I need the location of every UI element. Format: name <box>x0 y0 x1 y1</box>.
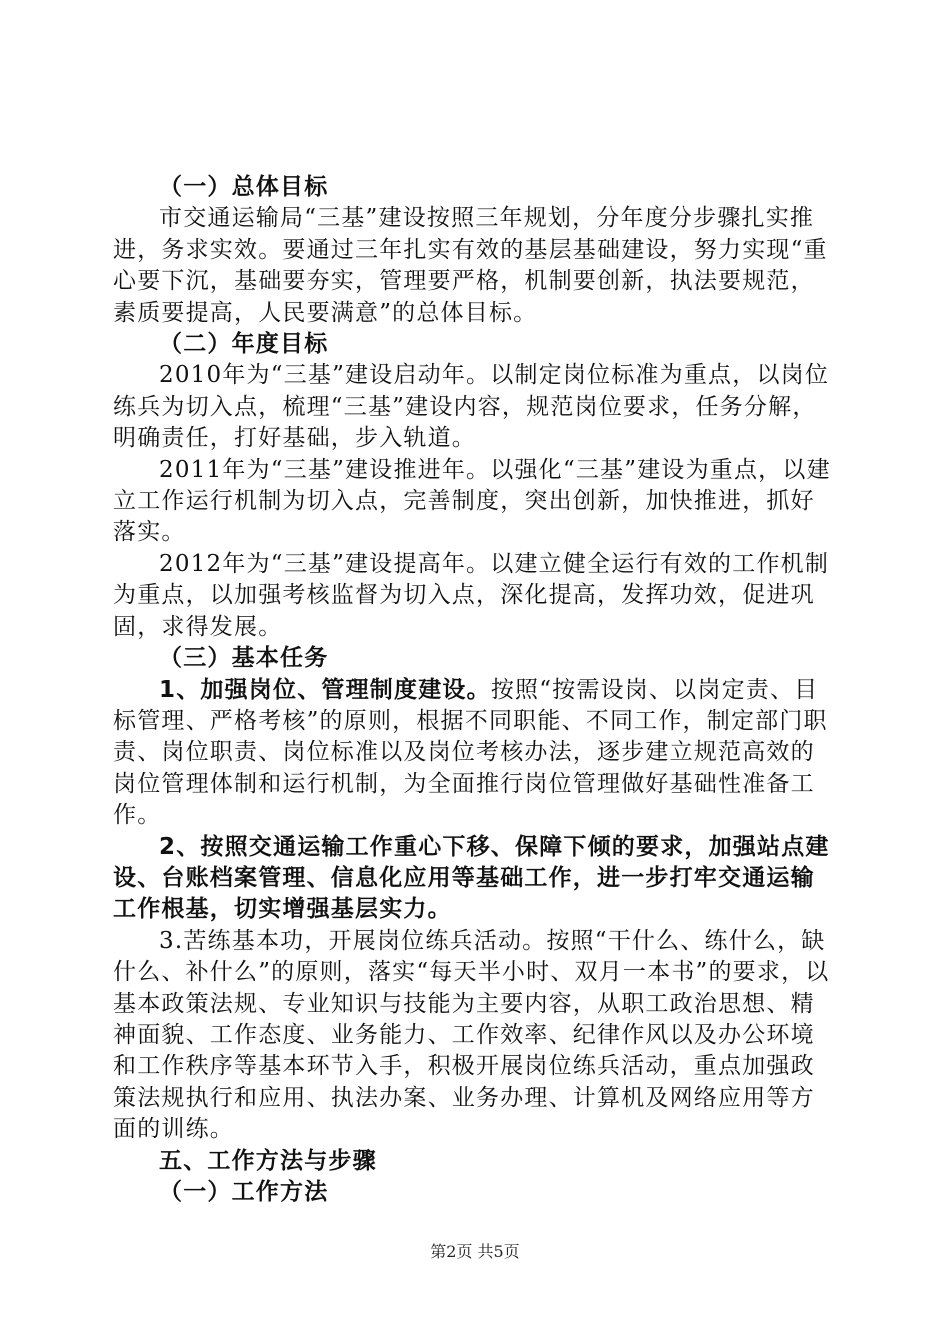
paragraph-2011: 2011年为“三基”建设推进年。以强化“三基”建设为重点，以建立工作运行机制为切入点，完善制度，突出创新，加快推进，抓好落实。 <box>113 456 831 546</box>
task-1-lead: 1、加强岗位、管理制度建设。 <box>159 676 491 703</box>
paragraph-task-2: 2、按照交通运输工作重心下移、保障下倾的要求，加强站点建设、台账档案管理、信息化应用等基础工作，进一步打牢交通运输工作根基，切实增强基层实力。 <box>113 833 830 923</box>
paragraph-overall-goal: 市交通运输局“三基”建设按照三年规划，分年度分步骤扎实推进，务求实效。要通过三年扎实有效的基层基础建设，努力实现“重心要下沉，基础要夯实，管理要严格，机制要创新，执法要规范，素质要提高，人民要满意”的总体目标。 <box>113 205 828 326</box>
section-heading-basic-tasks: （三）基本任务 <box>159 645 329 672</box>
paragraph-task-1 <box>113 675 838 832</box>
paragraph-2012: 2012年为“三基”建设提高年。以建立健全运行有效的工作机制为重点，以加强考核监督为切入点，深化提高，发挥功效，促进巩固，求得发展。 <box>113 550 830 640</box>
section-heading-methods-steps: 五、工作方法与步骤 <box>159 1147 377 1174</box>
section-heading-annual-goal: （二）年度目标 <box>159 331 329 358</box>
sub-heading-work-methods: （一）工作方法 <box>159 1179 329 1205</box>
paragraph-2010: 2010年为“三基”建设启动年。以制定岗位标准为重点，以岗位练兵为切入点，梳理“三基”建设内容，规范岗位要求，任务分解，明确责任，打好基础，步入轨道。 <box>113 362 830 452</box>
task-1-body: 按照“按需设岗、以岗定责、目标管理、严格考核”的原则，根据不同职能、不同工作，制定部门职责、岗位职责、岗位标准以及岗位考核办法，逐步建立规范高效的岗位管理体制和运行机制，为全面推行岗位管理做好基础性准备工作。 <box>113 676 828 829</box>
page-number-footer: 第2页 共5页 <box>430 1242 520 1261</box>
document-body <box>113 172 838 1208</box>
section-heading-overall-goal: （一）总体目标 <box>159 174 329 200</box>
paragraph-task-3: 3.苦练基本功，开展岗位练兵活动。按照“干什么、练什么，缺什么、补什么”的原则，落实“每天半小时、双月一本书”的要求，以基本政策法规、专业知识与技能为主要内容，从职工政治思想、精神面貌、工作态度、业务能力、工作效率、纪律作风以及办公环境和工作秩序等基本环节入手，积极开展岗位练兵活动，重点加强政策法规执行和应用、执法办案、业务办理、计算机及网络应用等方面的训练。 <box>113 927 830 1143</box>
